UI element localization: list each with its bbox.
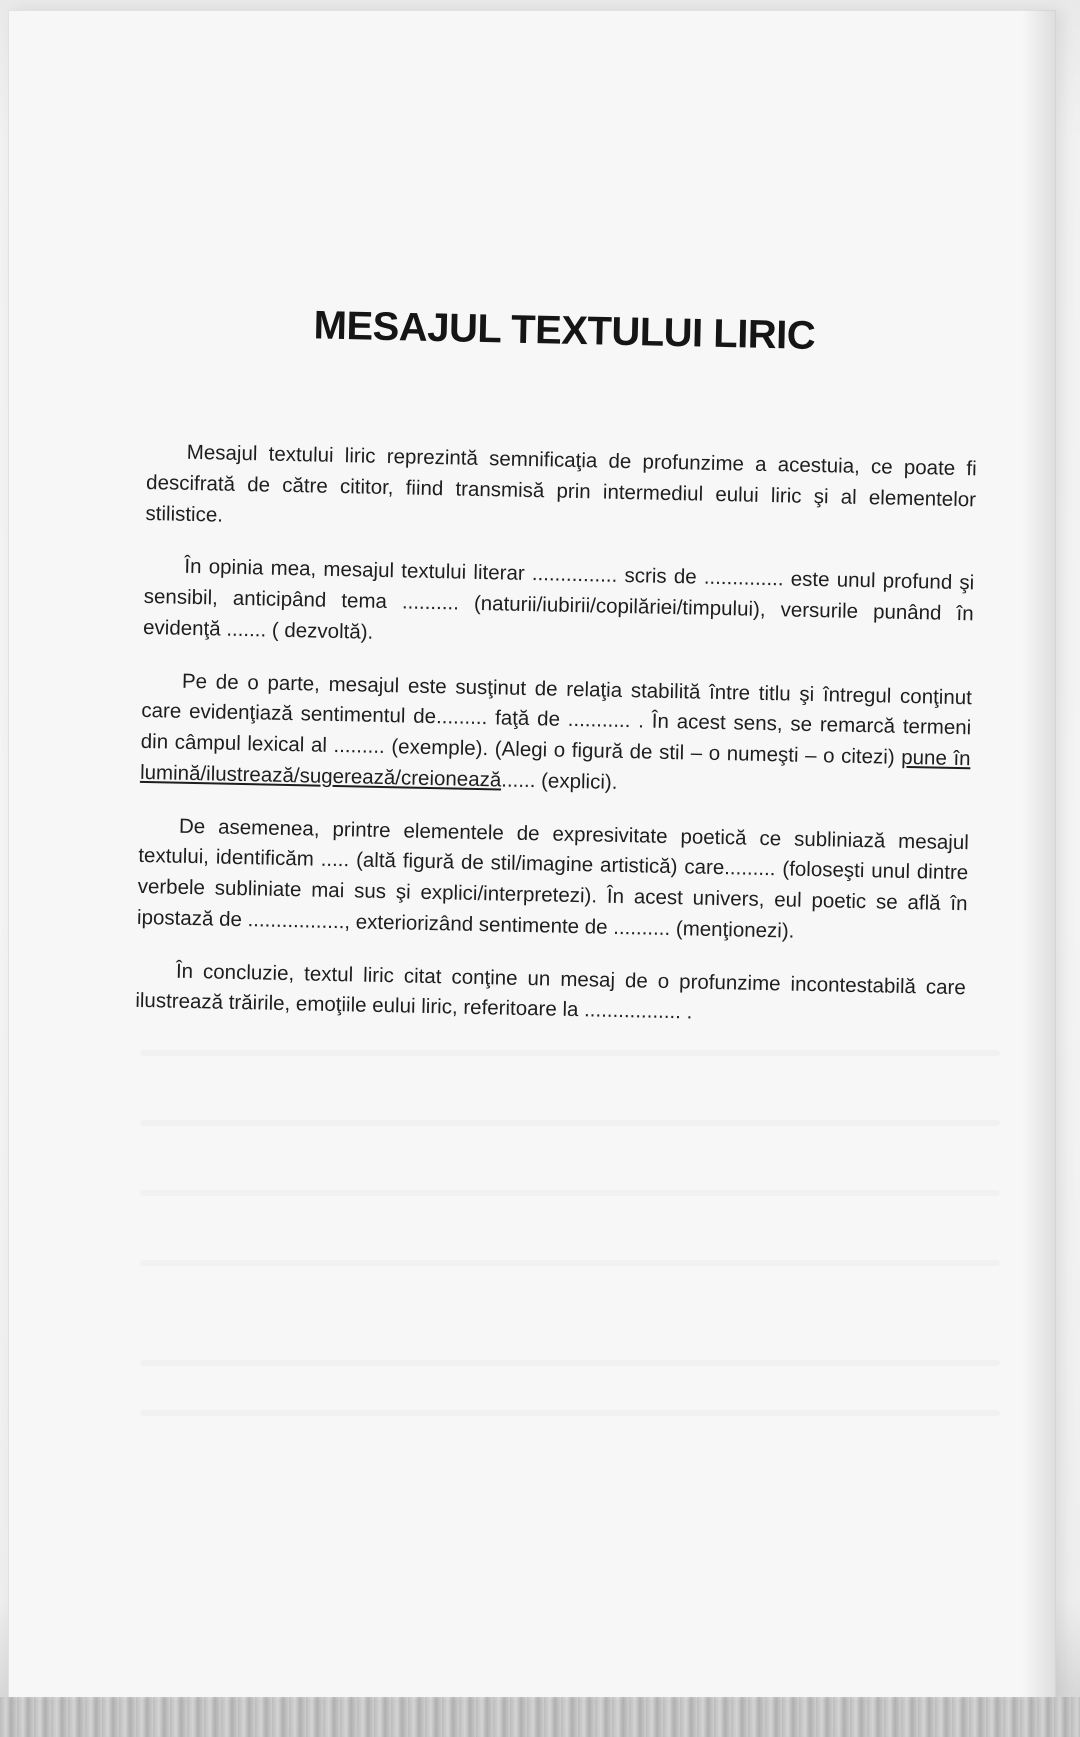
sleeve-bottom-edge [0, 1697, 1080, 1737]
show-through-line [140, 1360, 1000, 1366]
paragraph-expressivity: De asemenea, printre elementele de expresivitate poetică ce subliniază mesajul textului, identificăm ..... (altă figură de stil/imagine artistică) care......... (foloseşti unul dintre verbele subliniate mai sus şi explici/interpretezi). În acest univers, eul poetic se află în ipostază de ................., exteriorizând sentimente de .......... (menţionezi). [136, 814, 970, 943]
show-through-line [140, 1410, 1000, 1416]
worksheet [135, 300, 980, 1056]
paragraph-opinion: În opinia mea, mesajul textului literar ............... scris de .............. este unul profund şi sensibil, anticipând tema .......... (naturii/iubirii/copilăriei/timpului), versurile punând în evidenţă ....... ( dezvoltă). [142, 555, 975, 644]
paragraph-conclusion: În concluzie, textul liric citat conţine un mesaj de o profunzime incontestabilă care ilustrează trăirile, emoţiile eului liric, referitoare la ................. . [135, 959, 967, 1024]
underlined-verbs: pune în lumină/ilustrează/sugerează/creionează [139, 745, 971, 792]
sleeve-glare [1022, 10, 1056, 1700]
show-through-line [140, 1260, 1000, 1266]
paragraph-definition: Mesajul textului liric reprezintă semnificaţia de profunzime a acestuia, ce poate fi descifrată de către cititor, fiind transmisă prin intermediul eului liric şi al elementelor stilistice. [145, 440, 977, 527]
show-through-line [140, 1120, 1000, 1126]
paragraph-text: ...... (explici). [501, 768, 618, 794]
paragraph-title-relation [140, 665, 972, 805]
paragraph-text: Pe de o parte, mesajul este susţinut de relaţia stabilită între titlu şi întregul conţinut care evidenţiază sentimentul de......... faţă de ........... . În acest sens, se remarcă termeni din câmpul lexical al ......... (exemple). (Alegi o figură de stil – o numeşti – o citezi) [140, 669, 973, 769]
show-through-line [140, 1190, 1000, 1196]
page-title: MESAJUL TEXTULUI LIRIC [313, 303, 816, 358]
